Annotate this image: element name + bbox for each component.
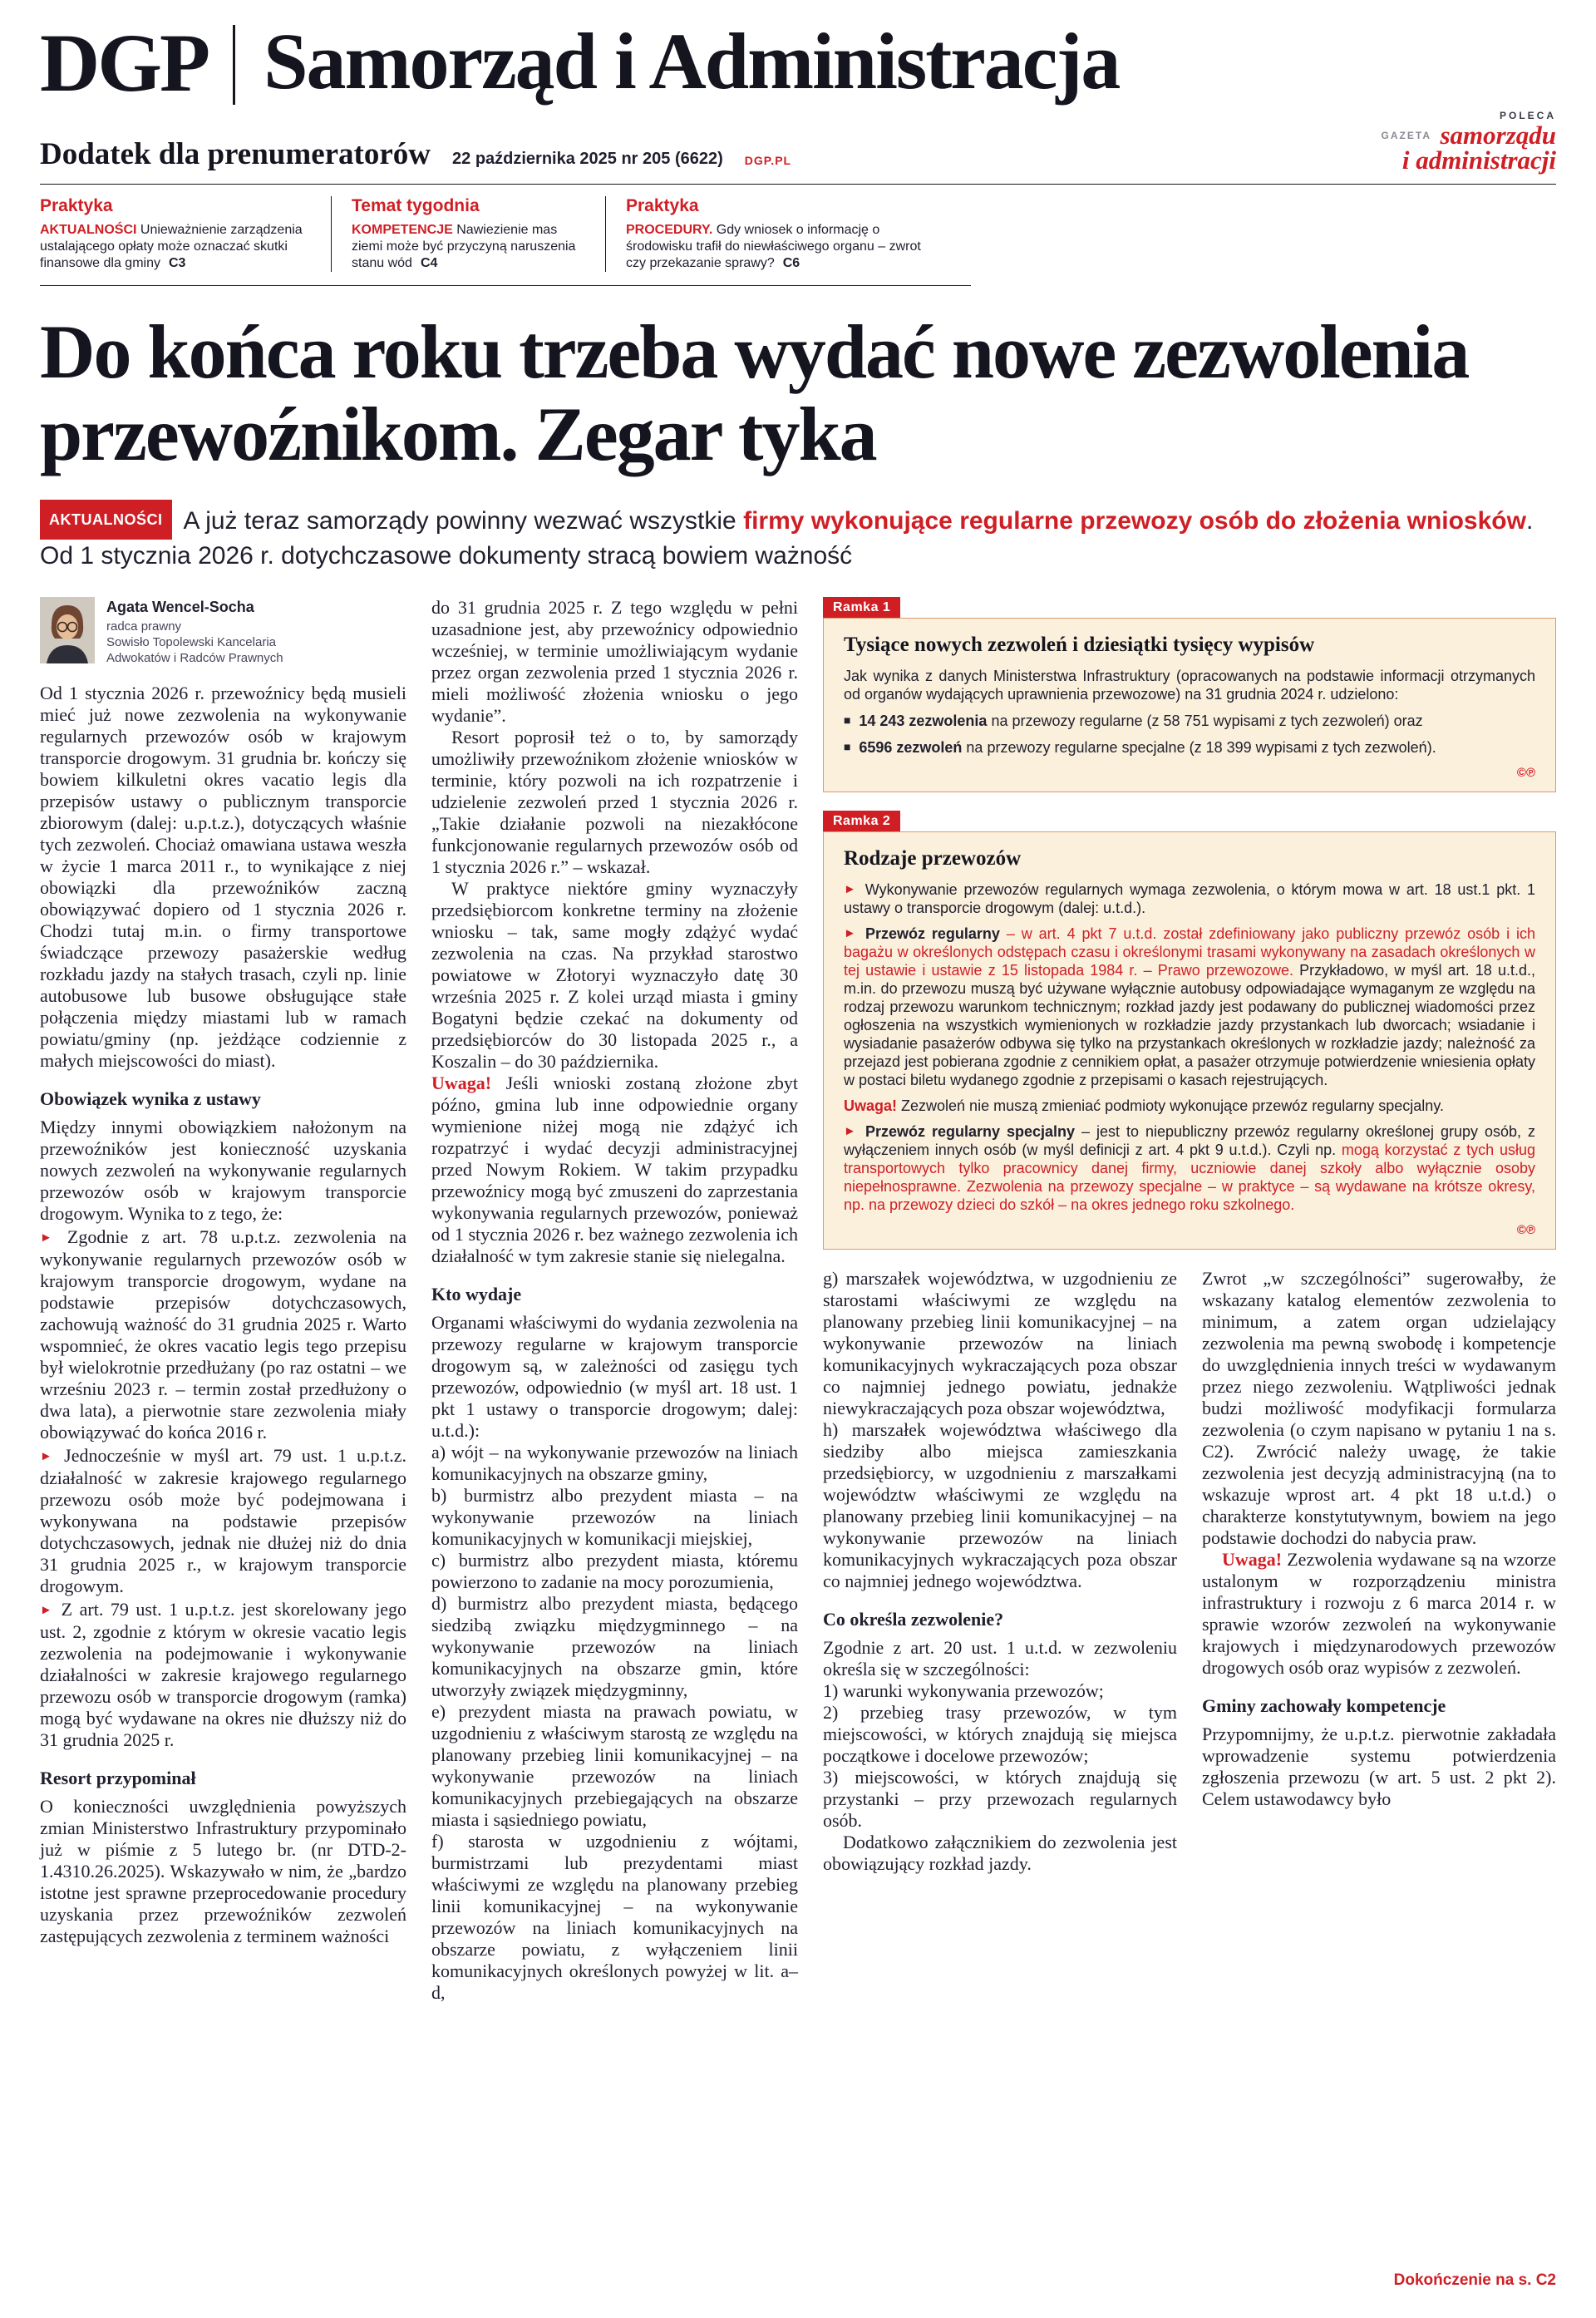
gazeta-brand-logo	[1381, 110, 1556, 175]
teaser-kicker: KOMPETENCJE	[352, 223, 453, 238]
ramka-1-label: Ramka 1	[823, 597, 900, 618]
dgp-logo: DGP	[40, 17, 209, 109]
arrow-bullet-icon: ►	[40, 1231, 64, 1245]
teaser-text	[352, 222, 585, 272]
article-paragraph: W praktyce niektóre gminy wyznaczyły przedsiębiorcom konkretne terminy na złożenie wniosku – tak, same mogły zdążyć wydać zezwolenia na czas. Na przykład starostwo powiatowe w Złotoryi wyznaczyło datę 30 września 2025 r. Z kolei urząd miasta i gminy Bogatyni będzie czekać na dokumenty od przedsiębiorców do 30 listopada 2025 r., a Koszalin – do 30 października.	[431, 878, 798, 1073]
square-bullet-icon: ■	[844, 713, 855, 727]
teaser-text	[626, 222, 943, 272]
teaser-item-3	[605, 196, 963, 272]
article-paragraph: ► Zgodnie z art. 78 u.p.t.z. zezwolenia na wykonywanie regularnych przewozów osób w krajowym transporcie drogowym, wydane na podstawie przepisów dotychczasowych, zachowują ważność do 31 grudnia 2025 r. Warto wspomnieć, że okres vacatio legis tego przepisu był wielokrotnie przedłużany (po raz ostatni – we wrześniu 2023 r. – termin został przedłużony o dwa lata), a pierwotnie stare zezwolenia miały obowiązywać do końca 2016 r.	[40, 1226, 406, 1443]
ramka-1-body	[844, 667, 1535, 757]
arrow-bullet-icon: ►	[844, 1124, 862, 1139]
article-paragraph: ■ 14 243 zezwolenia na przewozy regularne (z 58 751 wypisami z tych zezwoleń) oraz	[844, 713, 1423, 730]
article-paragraph: do 31 grudnia 2025 r. Z tego względu w pełni uzasadnione jest, aby przewoźnicy odpowiednio wcześniej, w terminie umożliwiającym wydanie przez organ zezwolenia przed 1 stycznia 2026 r. mieli możliwość złożenia wniosku o jego wydanie”.	[431, 597, 798, 727]
teaser-page-ref: C4	[420, 256, 438, 271]
dateline	[40, 110, 1556, 185]
article-paragraph: ► Z art. 79 ust. 1 u.p.t.z. jest skorelowany jego ust. 2, zgodnie z którym w okresie vacatio legis zezwolenia na podejmowanie i wykonywanie działalności w zakresie krajowego regularnego przewozu osób w transporcie drogowym (ramka) mogą być wydawane na okres nie dłuższy niż do 31 grudnia 2025 r.	[40, 1599, 406, 1751]
article-paragraph: Jak wynika z danych Ministerstwa Infrastruktury (opracowanych na podstawie informacji otrzymanych od organów wydających uprawnienia przewozowe) na 31 grudnia 2024 r. udzielono:	[844, 668, 1535, 703]
teaser-section-title: Temat tygodnia	[352, 196, 480, 216]
issue-date: 22 października 2025 nr 205 (6622)	[452, 150, 723, 169]
article-column-4	[1202, 1268, 1556, 1810]
article-subhead: Co określa zezwolenie?	[823, 1609, 1004, 1630]
article-paragraph: ► Przewóz regularny specjalny – jest to niepubliczny przewóz regularny określonej grupy osób, z wyłączeniem innych osób (w myśl definicji z art. 4 pkt 9 u.t.d.). Czyli np. mogą korzystać z tych usług transportowych tylko pracownicy danej firmy, uczniowie danej szkoły albo wyłącznie osoby niepełnosprawne. Zezwolenia na przewozy specjalne – w praktyce – są wydawane na krótsze okresy, np. na przewozy dzieci do szkół – na okres jednego roku szkolnego.	[844, 1123, 1536, 1214]
article-paragraph: ► Jednocześnie w myśl art. 79 ust. 1 u.p.t.z. działalność w zakresie krajowego regularnego przewozu osób może być podejmowana i wykonywana na podstawie przepisów dotychczasowych, jednak nie dłużej niż do dnia 31 grudnia 2025 r., w krajowym transporcie drogowym.	[40, 1445, 406, 1597]
article-paragraph: 2) przebieg trasy przewozów, w tym miejscowości, w których znajdują się miejsca początkowe i docelowe przewozów;	[823, 1702, 1177, 1767]
masthead-divider	[233, 25, 235, 105]
article-paragraph: ► Wykonywanie przewozów regularnych wymaga zezwolenia, o którym mowa w art. 18 ust.1 pkt. 1 ustawy o transporcie drogowym (dalej: u.t.d.).	[844, 881, 1535, 917]
article-column-2	[431, 597, 798, 2004]
brand-gazeta-label: GAZETA	[1381, 130, 1431, 141]
article-paragraph: Dodatkowo załącznikiem do zezwolenia jest obowiązujący rozkład jazdy.	[823, 1832, 1177, 1875]
article-paragraph: Od 1 stycznia 2026 r. przewoźnicy będą musieli mieć już nowe zezwolenia na wykonywanie regularnych przewozów osób w krajowym transporcie drogowym. 31 grudnia br. kończy się bowiem kilkuletni okres vacatio legis dla przepisów ustawy o publicznym transporcie zbiorowym (dalej: u.p.t.z.), dotyczących właśnie tych zezwoleń. Chociaż omawiana ustawa weszła w życie 1 marca 2011 r., to wynikające z niej obowiązki dla przewoźników zaczną obowiązywać dopiero od 1 stycznia 2026 r. Chodzi tutaj m.in. o firmy transportowe świadczące przewozy pasażerskie według rozkładu jazdy na stałych trasach, czyli np. linie autobusowe lub busowe obsługujące stałe połączenia między miastami lub w ramach powiatu/gminy (np. jeżdżące codziennie z małych miejscowości do miast).	[40, 683, 406, 1072]
copyright-mark: ©℗	[1516, 1223, 1535, 1238]
article-column-1-text	[40, 683, 406, 1947]
brand-line-2: i administracji	[1401, 145, 1556, 175]
article-paragraph: a) wójt – na wykonywanie przewozów na liniach komunikacyjnych na obszarze gminy,	[431, 1442, 798, 1485]
poleca-label: POLECA	[1499, 110, 1556, 121]
author-photo	[40, 597, 95, 663]
brand-line-1: samorządu	[1440, 121, 1556, 150]
article-paragraph: 1) warunki wykonywania przewozów;	[823, 1680, 1104, 1702]
article-paragraph: h) marszałek województwa właściwego dla siedziby albo miejsca zamieszkania przedsiębiorcy, w uzgodnieniu z marszałkami województw właściwymi ze względu na planowany przebieg linii komunikacyjnej – na wykonywanie przewozów na liniach komunikacyjnych wykraczających poza obszar co najmniej jednego województwa.	[823, 1419, 1177, 1592]
arrow-bullet-icon: ►	[844, 882, 862, 897]
teaser-band	[40, 185, 971, 286]
article-paragraph: Zwrot „w szczególności” sugerowałby, że wskazany katalog elementów zezwolenia to minimum, a zatem organ udzielający zezwolenia ma pewną swobodę i kompetencje do uwzględnienia innych treści w wydawanym przez niego zezwoleniu. Wątpliwości jednak budzi możliwość modyfikacji formularza zezwolenia (o czym napisano w pytaniu 1 na s. C2). Zwrócić należy uwagę, że takie zezwolenia jest decyzją administracyjną (na to wskazuje wprost art. 4 pkt 18 u.t.d.) o charakterze konstytutywnym, bowiem na jego podstawie dochodzi do nabycia praw.	[1202, 1268, 1556, 1549]
teaser-summary: Nawiezienie mas ziemi może być przyczyną naruszenia stanu wód	[352, 223, 576, 271]
article-paragraph: 3) miejscowości, w których znajdują się przystanki – przy przewozach regularnych osób.	[823, 1767, 1177, 1832]
ramka-1-box	[823, 597, 1556, 792]
article-paragraph: ► Przewóz regularny – w art. 4 pkt 7 u.t.d. został zdefiniowany jako publiczny przewóz osób i ich bagażu w określonych odstępach czasu i określonymi trasami wykonywany na zasadach określonych w tej ustawie i ustawie z 15 listopada 1984 r. – Prawo przewozowe. Przykładowo, w myśl art. 18 u.t.d., m.in. do przewozu muszą być używane wyłącznie autobusy odpowiadające wymaganym ze względu na rodzaj przewozu warunkom technicznym; rozkład jazdy jest podawany do publicznej wiadomości przez ogłoszenia na wszystkich wymienionych w rozkładzie jazdy przystankach lub dworcach; wsiadanie i wysiadanie pasażerów odbywa się tylko na przystankach określonych w rozkładzie jazdy; należność za przejazd jest pobierana zgodnie z cennikiem opłat, a pasażer otrzymuje potwierdzenie wniesienia opłaty w postaci biletu wydanego zgodnie z przepisami o kasach rejestrujących.	[844, 925, 1535, 1089]
article-column-3	[823, 1268, 1177, 1875]
article-paragraph: Uwaga! Zezwoleń nie muszą zmieniać podmioty wykonujące przewóz regularny specjalny.	[844, 1097, 1444, 1115]
ramka-2-content	[823, 831, 1556, 1250]
ramka-2-label: Ramka 2	[823, 811, 900, 831]
ramka-2-title: Rodzaje przewozów	[844, 847, 1022, 870]
article-right-columns	[823, 1268, 1556, 1875]
masthead	[40, 17, 1556, 185]
ramka-1-title: Tysiące nowych zezwoleń i dziesiątki tysięcy wypisów	[844, 634, 1315, 657]
teaser-kicker: AKTUALNOŚCI	[40, 223, 137, 238]
supplement-title: Samorząd i Administracja	[264, 17, 1120, 106]
article-paragraph: O konieczności uwzględnienia powyższych zmian Ministerstwo Infrastruktury przypominało już w piśmie z 5 lutego br. (nr DTD-2-1.4310.26.2025). Wskazywało w nim, że „bardzo istotne jest sprawne przeprocedowanie procedury uzyskania przez przewoźników zezwoleń zastępujących zezwolenia z terminem ważności	[40, 1796, 406, 1947]
lead-text-end: . Od 1 stycznia 2026 r. dotychczasowe dokumenty stracą bowiem ważność	[40, 507, 1534, 570]
arrow-bullet-icon: ►	[844, 926, 862, 941]
article-paragraph: e) prezydent miasta na prawach powiatu, w uzgodnieniu z właściwym starostą ze względu na planowany przebieg linii komunikacyjnej – na wykonywanie przewozów na liniach komunikacyjnych przebiegających na obszarze miasta i sąsiedniego powiatu,	[431, 1701, 798, 1831]
lead-text: A już teraz samorządy powinny wezwać wszystkie	[183, 507, 744, 535]
article-paragraph: Zgodnie z art. 20 ust. 1 u.t.d. w zezwoleniu określa się w szczególności:	[823, 1637, 1177, 1680]
article-paragraph: b) burmistrz albo prezydent miasta – na wykonywanie przewozów na liniach komunikacyjnych w komunikacji miejskiej,	[431, 1485, 798, 1550]
teaser-page-ref: C3	[168, 256, 186, 271]
article-paragraph: d) burmistrz albo prezydent miasta, będącego siedzibą związku międzygminnego – na wykonywanie przewozów na liniach komunikacyjnych na obszarze gmin, które utworzyły związek międzygminny,	[431, 1593, 798, 1701]
teaser-item-1	[40, 196, 331, 272]
teaser-section-title: Praktyka	[626, 196, 699, 216]
teaser-item-2	[331, 196, 605, 272]
continue-notice: Dokończenie na s. C2	[1393, 2271, 1556, 2289]
ramka-2-body	[844, 880, 1535, 1214]
arrow-bullet-icon: ►	[40, 1604, 58, 1618]
article-subhead: Obowiązek wynika z ustawy	[40, 1088, 261, 1110]
ramka-1-content	[823, 618, 1556, 792]
article-paragraph: Uwaga! Zezwolenia wydawane są na wzorze ustalonym w rozporządzeniu ministra infrastruktury i rozwoju z 6 marca 2014 r. w sprawie wzorów zezwoleń na wykonywanie krajowych i międzynarodowych przewozów drogowych osób oraz wypisów z zezwoleń.	[1202, 1549, 1556, 1679]
teaser-text	[40, 222, 311, 272]
article-paragraph: Uwaga! Jeśli wnioski zostaną złożone zbyt późno, gmina lub inne odpowiednie organy wymienione niżej mogą nie zdążyć ich rozpatrzyć i wydać decyzji administracyjnej przed Nowym Rokiem. W takim przypadku przewoźnicy mogą być zmuszeni do zaprzestania wykonywania regularnych przewozów, ponieważ od 1 stycznia 2026 r. bez ważnego zezwolenia ich działalność w tym zakresie stanie się nielegalna.	[431, 1073, 798, 1267]
copyright-mark: ©℗	[1516, 766, 1535, 781]
arrow-bullet-icon: ►	[40, 1450, 62, 1464]
site-label: DGP.PL	[744, 154, 792, 168]
lead-paragraph	[40, 500, 1556, 572]
teaser-section-title: Praktyka	[40, 196, 113, 216]
main-headline: Do końca roku trzeba wydać nowe zezwolenia przewoźnikom. Zegar tyka	[40, 309, 1469, 476]
teaser-summary: Gdy wniosek o informację o środowisku trafił do niewłaściwego organu – zwrot czy przekazanie sprawy?	[626, 223, 921, 271]
teaser-summary: Unieważnienie zarządzenia ustalającego opłaty może oznaczać skutki finansowe dla gminy	[40, 223, 303, 271]
article-paragraph: c) burmistrz albo prezydent miasta, któremu powierzono to zadanie na mocy porozumienia,	[431, 1550, 798, 1593]
supplement-subtitle: Dodatek dla prenumeratorów	[40, 137, 431, 172]
author-name: Agata Wencel-Socha	[106, 599, 254, 616]
article-paragraph: g) marszałek województwa, w uzgodnieniu ze starostami właściwymi ze względu na planowany przebieg linii komunikacyjnej – na wykonywanie przewozów na liniach komunikacyjnych wykraczających poza obszar co najmniej jednego powiatu, jednakże niewykraczających poza obszar województwa,	[823, 1268, 1177, 1419]
article-subhead: Kto wydaje	[431, 1284, 522, 1305]
teaser-page-ref: C6	[782, 256, 800, 271]
article-right-region	[823, 597, 1556, 1875]
author-block	[40, 597, 406, 666]
article-subhead: Gminy zachowały kompetencje	[1202, 1695, 1446, 1717]
article-paragraph: Organami właściwymi do wydania zezwolenia na przewozy regularne w krajowym transporcie drogowym są, w zależności od zasięgu tych przewozów, odpowiednio (w myśl art. 18 ust. 1 pkt 1 ustawy o transporcie drogowym; dalej: u.t.d.):	[431, 1312, 798, 1442]
lead-highlight: firmy wykonujące regularne przewozy osób do złożenia wniosków	[743, 507, 1526, 535]
article-column-1	[40, 597, 406, 1947]
article-paragraph: Resort poprosił też o to, by samorządy umożliwiły przewoźnikom złożenie wniosków w terminie, który pozwoli na ich rozpatrzenie i udzielenie zezwoleń przed 1 stycznia 2026 r. „Takie działanie pozwoli na niezakłócone funkcjonowanie regularnych przewozów osób od 1 stycznia 2026 r.” – wskazał.	[431, 727, 798, 878]
article-paragraph: Między innymi obowiązkiem nałożonym na przewoźników jest konieczność uzyskania nowych zezwoleń na wykonywanie regularnych przewozów osób w krajowym transporcie drogowym. Wynika to z tego, że:	[40, 1117, 406, 1225]
square-bullet-icon: ■	[844, 740, 855, 754]
author-role: radca prawny	[106, 619, 182, 634]
article-paragraph: ■ 6596 zezwoleń na przewozy regularne specjalne (z 18 399 wypisami z tych zezwoleń).	[844, 739, 1436, 757]
author-firm: Sowisło Topolewski Kancelaria Adwokatów i Radców Prawnych	[106, 635, 283, 666]
teaser-kicker: PROCEDURY.	[626, 223, 713, 238]
article-subhead: Resort przypominał	[40, 1768, 196, 1789]
author-info	[106, 597, 289, 666]
ramka-2-box	[823, 811, 1556, 1250]
article-paragraph: Przypomnijmy, że u.p.t.z. pierwotnie zakładała wprowadzenie systemu potwierdzenia zgłoszenia przewozu (w art. 5 ust. 2 pkt 2). Celem ustawodawcy było	[1202, 1724, 1556, 1810]
article-body	[40, 597, 1556, 2004]
lead-tag: AKTUALNOŚCI	[40, 500, 172, 540]
article-paragraph: f) starosta w uzgodnieniu z wójtami, burmistrzami lub prezydentami miast właściwymi ze względu na planowany przebieg linii komunikacyjnej – na wykonywanie przewozów na liniach komunikacyjnych na obszarze powiatu, z wyłączeniem linii komunikacyjnych określonych powyżej w lit. a–d,	[431, 1831, 798, 2004]
